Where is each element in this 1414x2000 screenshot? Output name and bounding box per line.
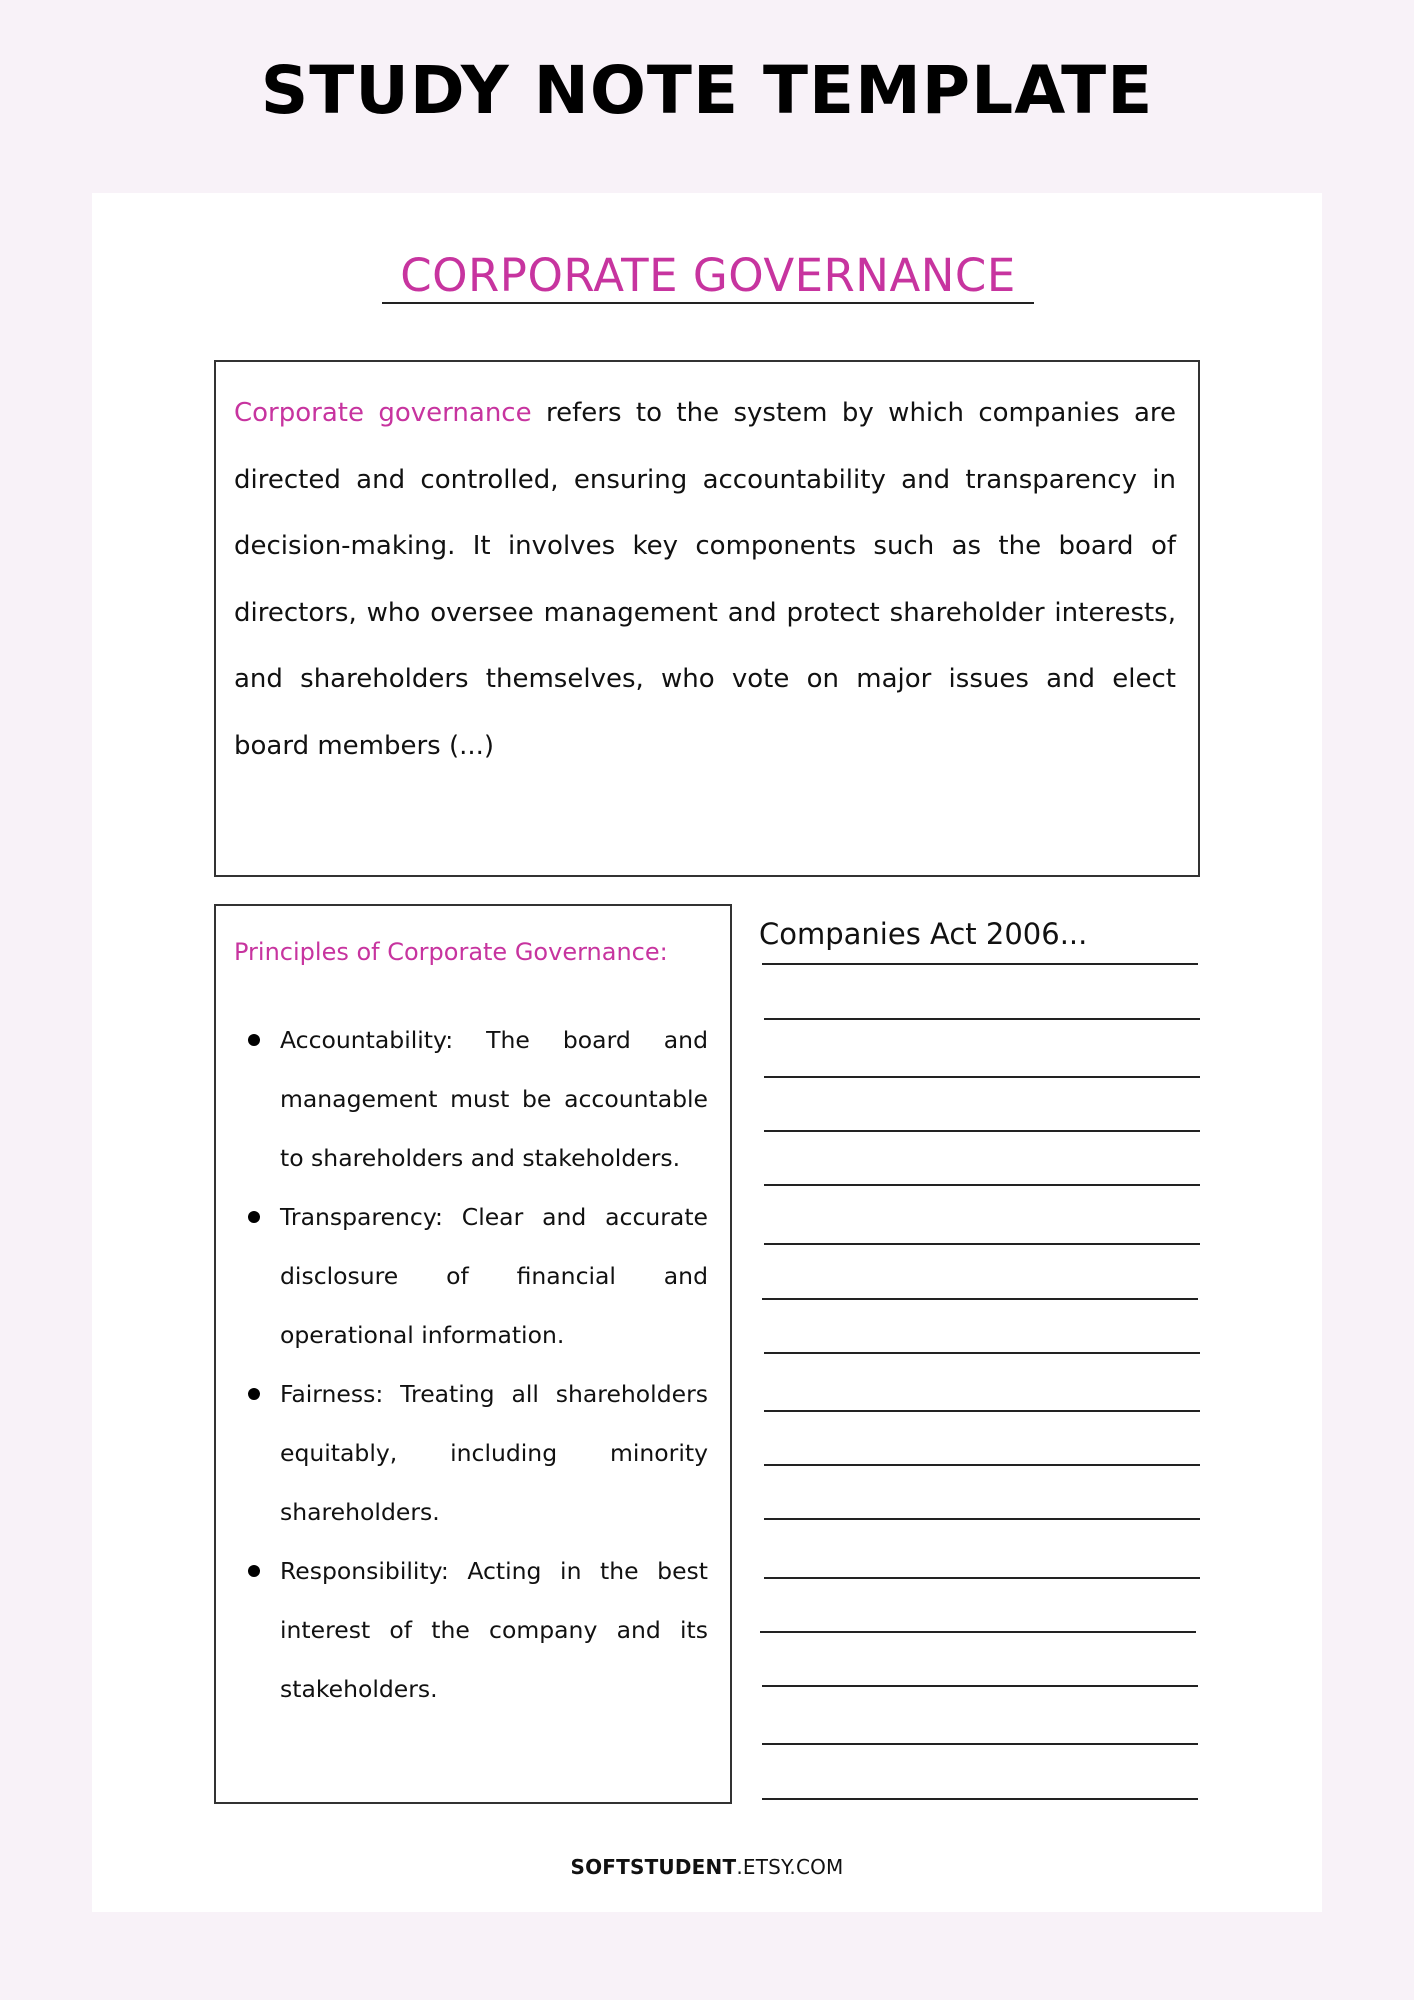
notes-heading: Companies Act 2006...: [759, 917, 1088, 951]
principles-box: [214, 904, 732, 1804]
note-line: [762, 1298, 1198, 1300]
principles-heading: Principles of Corporate Governance:: [234, 938, 668, 966]
note-line: [764, 1410, 1200, 1412]
note-line: [762, 1743, 1198, 1745]
principle-text: Accountability: The board and management must be accountable to shareholders and stakeholders.: [280, 1025, 708, 1172]
intro-box: [214, 360, 1200, 877]
intro-paragraph: [234, 380, 1176, 779]
note-line: [762, 963, 1198, 965]
note-line: [764, 1352, 1200, 1354]
note-line: [762, 1685, 1198, 1687]
principle-text: Transparency: Clear and accurate disclosure of financial and operational information.: [280, 1202, 708, 1349]
footer-domain: .ETSY.COM: [736, 1855, 844, 1879]
bullet-dot-icon: [248, 1211, 260, 1223]
topic-title: CORPORATE GOVERNANCE: [400, 249, 1016, 302]
note-line: [764, 1076, 1200, 1078]
note-line: [764, 1184, 1200, 1186]
footer-brand: SOFTSTUDENT: [570, 1855, 737, 1879]
bullet-dot-icon: [248, 1034, 260, 1046]
note-line: [764, 1577, 1200, 1579]
intro-keyword: Corporate governance: [234, 398, 532, 428]
principle-text: Fairness: Treating all shareholders equitably, including minority shareholders.: [280, 1379, 708, 1526]
note-line: [764, 1018, 1200, 1020]
note-line: [760, 1631, 1196, 1633]
note-line: [762, 1798, 1198, 1800]
principles-list: [234, 1011, 708, 1719]
footer-credit: [0, 1855, 1414, 1879]
note-line: [764, 1130, 1200, 1132]
bullet-dot-icon: [248, 1388, 260, 1400]
topic-title-underline: [382, 302, 1034, 304]
principle-item-transparency: [234, 1188, 708, 1365]
intro-body-text: refers to the system by which companies are directed and controlled, ensuring accountability and transparency in decision-making. It involves key components such as the board of directors, who oversee management and protect shareholder interests, and shareholders themselves, who vote on major issues and elect board members (...): [234, 398, 1176, 761]
bullet-dot-icon: [248, 1565, 260, 1577]
note-line: [764, 1464, 1200, 1466]
page-heading: STUDY NOTE TEMPLATE: [260, 52, 1154, 129]
note-sheet: [92, 193, 1322, 1912]
principle-item-fairness: [234, 1365, 708, 1542]
principle-item-accountability: [234, 1011, 708, 1188]
note-line: [764, 1518, 1200, 1520]
note-line: [764, 1243, 1200, 1245]
principle-item-responsibility: [234, 1542, 708, 1719]
principle-text: Responsibility: Acting in the best interest of the company and its stakeholders.: [280, 1556, 708, 1703]
